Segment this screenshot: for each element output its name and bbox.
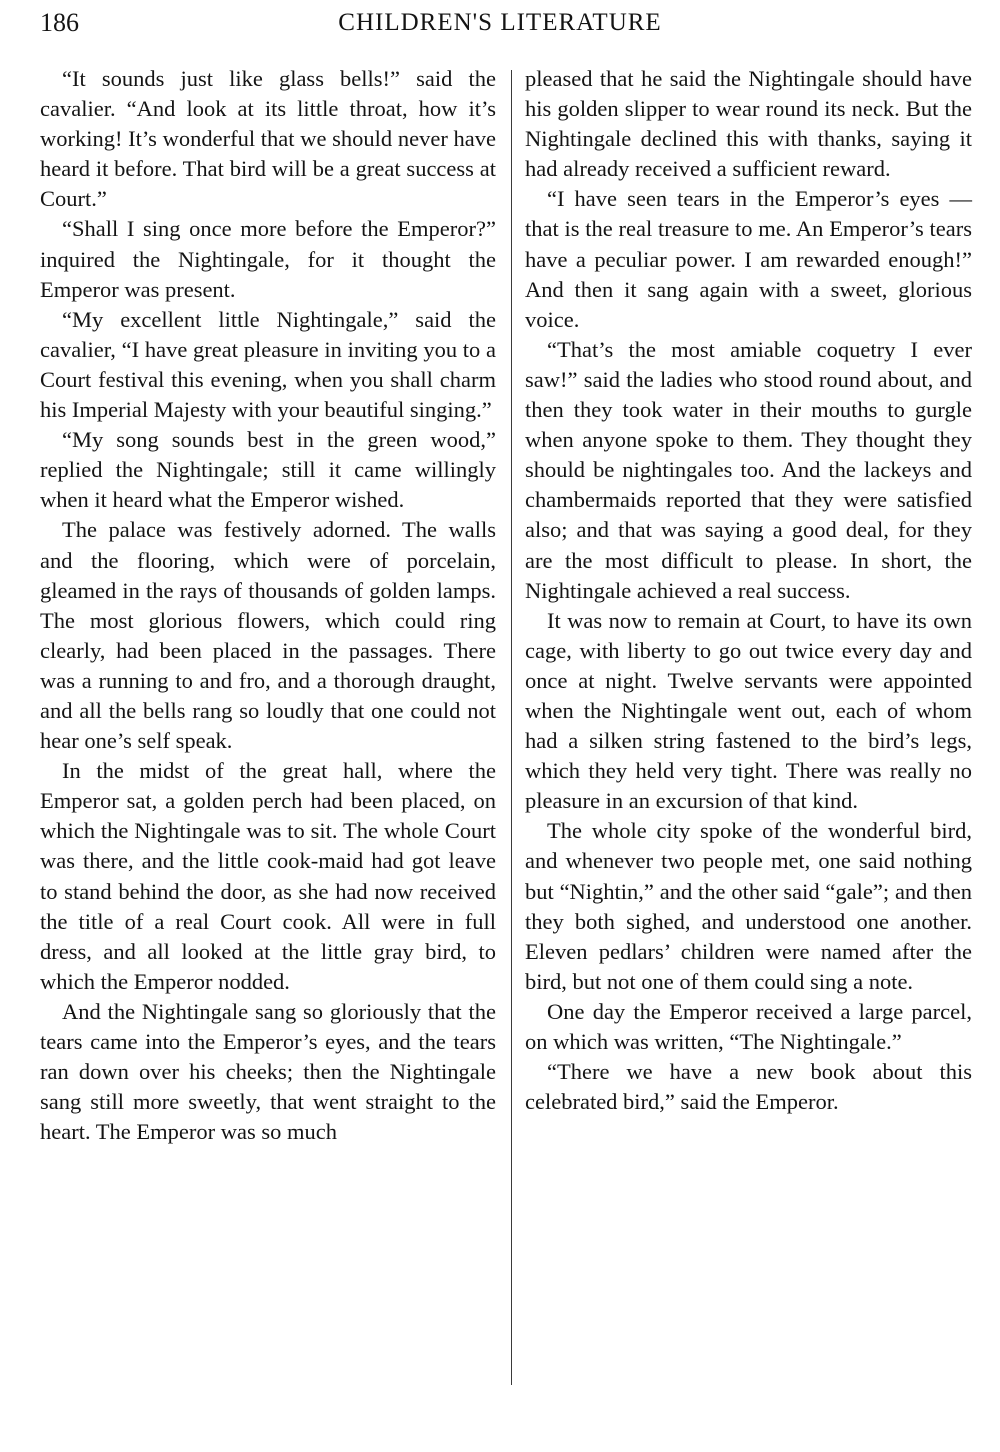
left-column	[40, 64, 496, 1147]
paragraph: And the Nightingale sang so gloriously that the tears came into the Emperor’s eyes, and the tears ran down over his cheeks; then the Nightingale sang still more sweetly, that went straight to the heart. The Emperor was so much	[40, 998, 496, 1145]
paragraph: “My excellent little Nightingale,” said the cavalier, “I have great pleasure in inviting you to a Court festival this evening, when you shall charm his Imperial Majesty with your beautiful singing.”	[40, 306, 496, 423]
paragraph: The palace was festively adorned. The walls and the flooring, which were of porcelain, gleamed in the rays of thousands of golden lamps. The most glorious flowers, which could ring clearly, had been placed in the passages. There was a running to and fro, and a thorough draught, and all the bells rang so loudly that one could not hear one’s self speak.	[40, 517, 496, 754]
paragraph: “It sounds just like glass bells!” said the cavalier. “And look at its little throat, how it’s working! It’s wonderful that we should never have heard it before. That bird will be a great success at Court.”	[40, 66, 496, 212]
page-number: 186	[40, 8, 79, 37]
right-column	[525, 64, 972, 1117]
paragraph: It was now to remain at Court, to have its own cage, with liberty to go out twice every day and once at night. Twelve servants were appointed when the Nightingale went out, each of whom had a silken string fastened to the bird’s legs, which they held very tight. There was really no pleasure in an excursion of that kind.	[525, 607, 972, 814]
running-title: CHILDREN'S LITERATURE	[338, 9, 662, 36]
paragraph: One day the Emperor received a large parcel, on which was written, “The Nightingale.”	[525, 998, 972, 1054]
column-divider	[511, 70, 512, 1385]
paragraph: “That’s the most amiable coquetry I ever saw!” said the ladies who stood round about, and then they took water in their mouths to gurgle when anyone spoke to them. They thought they should be nightingales too. And the lackeys and chambermaids reported that they were satisfied also; and that was saying a good deal, for they are the most difficult to please. In short, the Nightingale achieved a real success.	[525, 336, 972, 603]
paragraph: The whole city spoke of the wonderful bird, and whenever two people met, one said nothing but “Nightin,” and the other said “gale”; and then they both sighed, and understood one another. Eleven pedlars’ children were named after the bird, but not one of them could sing a note.	[525, 818, 972, 994]
paragraph: “Shall I sing once more before the Emperor?” inquired the Nightingale, for it thought the Emperor was present.	[40, 216, 496, 302]
paragraph: “There we have a new book about this celebrated bird,” said the Emperor.	[525, 1059, 972, 1115]
paragraph: In the midst of the great hall, where the Emperor sat, a golden perch had been placed, on which the Nightingale was to sit. The whole Court was there, and the little cook-maid had got leave to stand behind the door, as she had now received the title of a real Court cook. All were in full dress, and all looked at the little gray bird, to which the Emperor nodded.	[40, 758, 496, 994]
paragraph-continued: pleased that he said the Nightingale should have his golden slipper to wear round its neck. But the Nightingale declined this with thanks, saying it had already received a sufficient reward.	[525, 66, 972, 182]
paragraph: “My song sounds best in the green wood,” replied the Nightingale; still it came willingly when it heard what the Emperor wished.	[40, 427, 496, 513]
paragraph: “I have seen tears in the Emperor’s eyes — that is the real treasure to me. An Emperor’s tears have a peculiar power. I am rewarded enough!” And then it sang again with a sweet, glorious voice.	[525, 186, 972, 332]
